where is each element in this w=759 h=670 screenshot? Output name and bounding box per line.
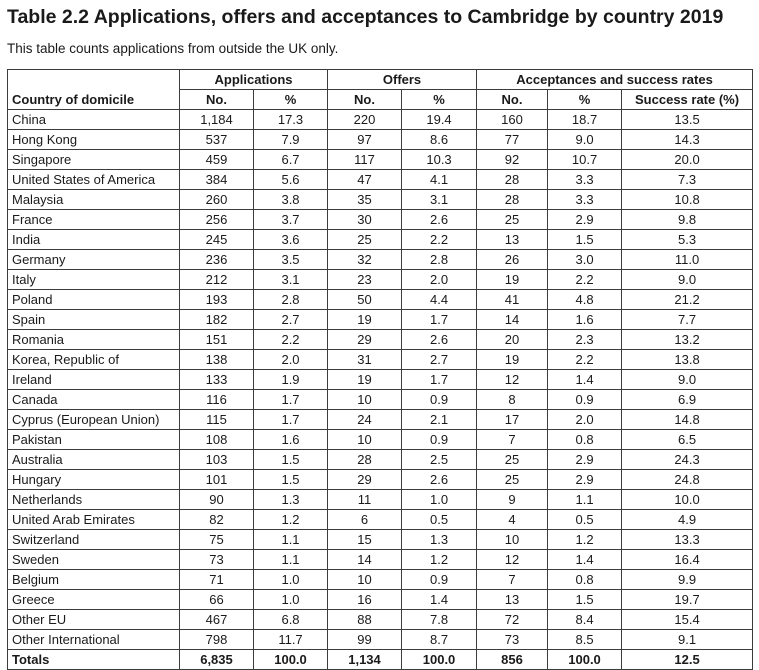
acceptances-pct-cell: 18.7 [548, 110, 622, 130]
acceptances-no-cell: 13 [477, 230, 548, 250]
page-subtitle: This table counts applications from outside the UK only. [7, 41, 339, 56]
success-rate-cell: 13.8 [622, 350, 753, 370]
offers-pct-cell: 0.9 [402, 430, 477, 450]
success-rate-cell: 14.3 [622, 130, 753, 150]
acceptances-pct-cell: 2.2 [548, 350, 622, 370]
applications-pct-header: % [254, 90, 328, 110]
applications-pct-cell: 5.6 [254, 170, 328, 190]
offers-no-cell: 23 [328, 270, 402, 290]
acceptances-no-cell: 28 [477, 170, 548, 190]
acceptances-pct-cell: 0.9 [548, 390, 622, 410]
success-rate-cell: 15.4 [622, 610, 753, 630]
offers-no-cell: 88 [328, 610, 402, 630]
success-rate-cell: 13.3 [622, 530, 753, 550]
success-rate-cell: 10.8 [622, 190, 753, 210]
country-cell: Poland [8, 290, 180, 310]
applications-pct-cell: 6.8 [254, 610, 328, 630]
success-rate-cell: 6.5 [622, 430, 753, 450]
applications-pct-cell: 1.0 [254, 570, 328, 590]
applications-no-cell: 116 [180, 390, 254, 410]
applications-no-cell: 182 [180, 310, 254, 330]
table-row [8, 230, 753, 250]
offers-no-cell: 47 [328, 170, 402, 190]
success-rate-cell: 9.8 [622, 210, 753, 230]
offers-pct-cell: 0.5 [402, 510, 477, 530]
applications-table [7, 69, 753, 670]
table-row [8, 450, 753, 470]
acceptances-no-cell: 25 [477, 470, 548, 490]
table-row [8, 570, 753, 590]
acceptances-pct-cell: 1.2 [548, 530, 622, 550]
offers-no-cell: 25 [328, 230, 402, 250]
table-row [8, 610, 753, 630]
table-body [8, 110, 753, 650]
table-row [8, 590, 753, 610]
acceptances-no-cell: 19 [477, 350, 548, 370]
country-cell: United Arab Emirates [8, 510, 180, 530]
offers-no-cell: 117 [328, 150, 402, 170]
offers-pct-cell: 2.8 [402, 250, 477, 270]
totals-acceptances-no: 856 [477, 650, 548, 670]
offers-group-header: Offers [328, 70, 477, 90]
offers-pct-cell: 19.4 [402, 110, 477, 130]
table-row [8, 530, 753, 550]
country-cell: Ireland [8, 370, 180, 390]
applications-no-cell: 66 [180, 590, 254, 610]
country-cell: Australia [8, 450, 180, 470]
country-cell: Netherlands [8, 490, 180, 510]
applications-pct-cell: 7.9 [254, 130, 328, 150]
applications-pct-cell: 3.7 [254, 210, 328, 230]
success-rate-cell: 7.7 [622, 310, 753, 330]
applications-pct-cell: 2.0 [254, 350, 328, 370]
applications-no-cell: 537 [180, 130, 254, 150]
totals-offers-no: 1,134 [328, 650, 402, 670]
offers-pct-cell: 1.2 [402, 550, 477, 570]
success-rate-cell: 5.3 [622, 230, 753, 250]
applications-pct-cell: 1.1 [254, 550, 328, 570]
offers-no-cell: 11 [328, 490, 402, 510]
country-cell: France [8, 210, 180, 230]
offers-pct-cell: 10.3 [402, 150, 477, 170]
applications-pct-cell: 1.7 [254, 390, 328, 410]
table-row [8, 630, 753, 650]
country-header: Country of domicile [8, 70, 180, 110]
country-cell: Italy [8, 270, 180, 290]
acceptances-pct-header: % [548, 90, 622, 110]
table-row [8, 170, 753, 190]
applications-no-cell: 256 [180, 210, 254, 230]
success-rate-cell: 21.2 [622, 290, 753, 310]
acceptances-no-cell: 13 [477, 590, 548, 610]
totals-acceptances-pct: 100.0 [548, 650, 622, 670]
table-row [8, 490, 753, 510]
offers-no-cell: 28 [328, 450, 402, 470]
totals-offers-pct: 100.0 [402, 650, 477, 670]
offers-pct-cell: 1.7 [402, 310, 477, 330]
table-row [8, 210, 753, 230]
success-rate-cell: 24.3 [622, 450, 753, 470]
offers-pct-cell: 7.8 [402, 610, 477, 630]
applications-pct-cell: 1.3 [254, 490, 328, 510]
applications-pct-cell: 1.5 [254, 470, 328, 490]
offers-pct-cell: 4.1 [402, 170, 477, 190]
country-cell: Sweden [8, 550, 180, 570]
acceptances-no-header: No. [477, 90, 548, 110]
acceptances-no-cell: 8 [477, 390, 548, 410]
success-rate-cell: 11.0 [622, 250, 753, 270]
offers-pct-cell: 4.4 [402, 290, 477, 310]
acceptances-group-header: Acceptances and success rates [477, 70, 753, 90]
country-cell: Spain [8, 310, 180, 330]
offers-pct-cell: 2.6 [402, 330, 477, 350]
offers-no-header: No. [328, 90, 402, 110]
acceptances-pct-cell: 0.8 [548, 570, 622, 590]
country-cell: Romania [8, 330, 180, 350]
success-rate-cell: 14.8 [622, 410, 753, 430]
country-cell: Germany [8, 250, 180, 270]
acceptances-no-cell: 7 [477, 430, 548, 450]
totals-label: Totals [8, 650, 180, 670]
country-cell: Switzerland [8, 530, 180, 550]
success-rate-cell: 10.0 [622, 490, 753, 510]
applications-pct-cell: 1.6 [254, 430, 328, 450]
offers-no-cell: 32 [328, 250, 402, 270]
offers-pct-cell: 2.0 [402, 270, 477, 290]
applications-no-cell: 260 [180, 190, 254, 210]
offers-no-cell: 19 [328, 310, 402, 330]
totals-success-rate: 12.5 [622, 650, 753, 670]
country-cell: India [8, 230, 180, 250]
offers-pct-cell: 2.6 [402, 470, 477, 490]
acceptances-no-cell: 12 [477, 550, 548, 570]
country-cell: Hungary [8, 470, 180, 490]
offers-pct-cell: 2.1 [402, 410, 477, 430]
acceptances-no-cell: 7 [477, 570, 548, 590]
offers-no-cell: 30 [328, 210, 402, 230]
totals-applications-no: 6,835 [180, 650, 254, 670]
country-cell: Singapore [8, 150, 180, 170]
page-title: Table 2.2 Applications, offers and acceptances to Cambridge by country 2019 [7, 6, 724, 28]
table-row [8, 430, 753, 450]
applications-no-cell: 73 [180, 550, 254, 570]
success-rate-cell: 4.9 [622, 510, 753, 530]
acceptances-pct-cell: 3.3 [548, 170, 622, 190]
acceptances-pct-cell: 4.8 [548, 290, 622, 310]
acceptances-pct-cell: 1.4 [548, 370, 622, 390]
table-row [8, 510, 753, 530]
table-row [8, 110, 753, 130]
applications-no-cell: 151 [180, 330, 254, 350]
success-rate-cell: 7.3 [622, 170, 753, 190]
offers-no-cell: 99 [328, 630, 402, 650]
acceptances-pct-cell: 2.3 [548, 330, 622, 350]
acceptances-no-cell: 77 [477, 130, 548, 150]
offers-no-cell: 10 [328, 390, 402, 410]
acceptances-no-cell: 10 [477, 530, 548, 550]
country-cell: Canada [8, 390, 180, 410]
success-rate-cell: 20.0 [622, 150, 753, 170]
offers-no-cell: 15 [328, 530, 402, 550]
offers-no-cell: 14 [328, 550, 402, 570]
offers-no-cell: 29 [328, 470, 402, 490]
success-rate-header: Success rate (%) [622, 90, 753, 110]
applications-no-header: No. [180, 90, 254, 110]
acceptances-no-cell: 25 [477, 210, 548, 230]
acceptances-no-cell: 12 [477, 370, 548, 390]
offers-no-cell: 6 [328, 510, 402, 530]
offers-no-cell: 31 [328, 350, 402, 370]
acceptances-no-cell: 41 [477, 290, 548, 310]
totals-row [8, 650, 753, 670]
acceptances-pct-cell: 2.9 [548, 470, 622, 490]
applications-pct-cell: 1.0 [254, 590, 328, 610]
acceptances-no-cell: 160 [477, 110, 548, 130]
success-rate-cell: 24.8 [622, 470, 753, 490]
country-cell: Other International [8, 630, 180, 650]
offers-pct-cell: 2.2 [402, 230, 477, 250]
applications-no-cell: 212 [180, 270, 254, 290]
success-rate-cell: 9.9 [622, 570, 753, 590]
applications-no-cell: 90 [180, 490, 254, 510]
applications-no-cell: 1,184 [180, 110, 254, 130]
acceptances-pct-cell: 2.0 [548, 410, 622, 430]
table-row [8, 370, 753, 390]
acceptances-no-cell: 17 [477, 410, 548, 430]
offers-pct-cell: 1.0 [402, 490, 477, 510]
success-rate-cell: 6.9 [622, 390, 753, 410]
country-cell: Cyprus (European Union) [8, 410, 180, 430]
offers-no-cell: 19 [328, 370, 402, 390]
applications-group-header: Applications [180, 70, 328, 90]
success-rate-cell: 9.0 [622, 270, 753, 290]
applications-no-cell: 236 [180, 250, 254, 270]
table-row [8, 310, 753, 330]
country-cell: Greece [8, 590, 180, 610]
acceptances-pct-cell: 1.5 [548, 230, 622, 250]
applications-no-cell: 115 [180, 410, 254, 430]
applications-pct-cell: 2.7 [254, 310, 328, 330]
offers-no-cell: 35 [328, 190, 402, 210]
acceptances-pct-cell: 9.0 [548, 130, 622, 150]
offers-pct-cell: 2.5 [402, 450, 477, 470]
applications-pct-cell: 6.7 [254, 150, 328, 170]
applications-pct-cell: 3.6 [254, 230, 328, 250]
country-cell: Malaysia [8, 190, 180, 210]
acceptances-pct-cell: 2.9 [548, 210, 622, 230]
country-cell: United States of America [8, 170, 180, 190]
offers-no-cell: 50 [328, 290, 402, 310]
acceptances-pct-cell: 2.9 [548, 450, 622, 470]
offers-pct-header: % [402, 90, 477, 110]
applications-no-cell: 798 [180, 630, 254, 650]
applications-no-cell: 384 [180, 170, 254, 190]
country-cell: Other EU [8, 610, 180, 630]
table-row [8, 130, 753, 150]
offers-no-cell: 10 [328, 570, 402, 590]
offers-pct-cell: 0.9 [402, 570, 477, 590]
acceptances-no-cell: 9 [477, 490, 548, 510]
acceptances-no-cell: 4 [477, 510, 548, 530]
acceptances-no-cell: 92 [477, 150, 548, 170]
acceptances-pct-cell: 10.7 [548, 150, 622, 170]
table-row [8, 190, 753, 210]
applications-pct-cell: 1.2 [254, 510, 328, 530]
table-row [8, 290, 753, 310]
offers-pct-cell: 3.1 [402, 190, 477, 210]
acceptances-pct-cell: 1.5 [548, 590, 622, 610]
table-row [8, 410, 753, 430]
table-row [8, 350, 753, 370]
applications-pct-cell: 2.8 [254, 290, 328, 310]
offers-pct-cell: 1.7 [402, 370, 477, 390]
acceptances-pct-cell: 3.0 [548, 250, 622, 270]
applications-pct-cell: 1.7 [254, 410, 328, 430]
applications-no-cell: 459 [180, 150, 254, 170]
applications-no-cell: 71 [180, 570, 254, 590]
country-cell: Hong Kong [8, 130, 180, 150]
country-cell: Korea, Republic of [8, 350, 180, 370]
offers-pct-cell: 2.6 [402, 210, 477, 230]
acceptances-pct-cell: 1.4 [548, 550, 622, 570]
success-rate-cell: 9.1 [622, 630, 753, 650]
applications-no-cell: 245 [180, 230, 254, 250]
acceptances-pct-cell: 8.5 [548, 630, 622, 650]
applications-pct-cell: 3.8 [254, 190, 328, 210]
offers-pct-cell: 8.7 [402, 630, 477, 650]
table-row [8, 550, 753, 570]
offers-pct-cell: 8.6 [402, 130, 477, 150]
applications-pct-cell: 1.1 [254, 530, 328, 550]
applications-no-cell: 133 [180, 370, 254, 390]
table-row [8, 390, 753, 410]
acceptances-no-cell: 28 [477, 190, 548, 210]
offers-no-cell: 16 [328, 590, 402, 610]
acceptances-pct-cell: 0.8 [548, 430, 622, 450]
offers-pct-cell: 1.3 [402, 530, 477, 550]
applications-no-cell: 193 [180, 290, 254, 310]
offers-no-cell: 220 [328, 110, 402, 130]
offers-no-cell: 29 [328, 330, 402, 350]
offers-pct-cell: 2.7 [402, 350, 477, 370]
table-row [8, 470, 753, 490]
success-rate-cell: 19.7 [622, 590, 753, 610]
table-row [8, 330, 753, 350]
country-cell: Pakistan [8, 430, 180, 450]
applications-pct-cell: 17.3 [254, 110, 328, 130]
acceptances-pct-cell: 0.5 [548, 510, 622, 530]
success-rate-cell: 13.5 [622, 110, 753, 130]
country-cell: China [8, 110, 180, 130]
acceptances-pct-cell: 1.1 [548, 490, 622, 510]
acceptances-no-cell: 72 [477, 610, 548, 630]
table-row [8, 150, 753, 170]
success-rate-cell: 13.2 [622, 330, 753, 350]
acceptances-no-cell: 26 [477, 250, 548, 270]
applications-no-cell: 82 [180, 510, 254, 530]
offers-no-cell: 24 [328, 410, 402, 430]
offers-pct-cell: 1.4 [402, 590, 477, 610]
header-group-row [8, 70, 753, 90]
acceptances-pct-cell: 3.3 [548, 190, 622, 210]
offers-no-cell: 10 [328, 430, 402, 450]
acceptances-pct-cell: 8.4 [548, 610, 622, 630]
acceptances-no-cell: 14 [477, 310, 548, 330]
applications-no-cell: 108 [180, 430, 254, 450]
applications-pct-cell: 1.5 [254, 450, 328, 470]
totals-applications-pct: 100.0 [254, 650, 328, 670]
acceptances-pct-cell: 2.2 [548, 270, 622, 290]
success-rate-cell: 16.4 [622, 550, 753, 570]
acceptances-pct-cell: 1.6 [548, 310, 622, 330]
applications-pct-cell: 2.2 [254, 330, 328, 350]
applications-no-cell: 101 [180, 470, 254, 490]
applications-pct-cell: 1.9 [254, 370, 328, 390]
offers-no-cell: 97 [328, 130, 402, 150]
applications-no-cell: 103 [180, 450, 254, 470]
applications-no-cell: 138 [180, 350, 254, 370]
applications-pct-cell: 11.7 [254, 630, 328, 650]
success-rate-cell: 9.0 [622, 370, 753, 390]
acceptances-no-cell: 19 [477, 270, 548, 290]
applications-no-cell: 75 [180, 530, 254, 550]
acceptances-no-cell: 73 [477, 630, 548, 650]
applications-no-cell: 467 [180, 610, 254, 630]
acceptances-no-cell: 25 [477, 450, 548, 470]
offers-pct-cell: 0.9 [402, 390, 477, 410]
acceptances-no-cell: 20 [477, 330, 548, 350]
table-row [8, 250, 753, 270]
table-row [8, 270, 753, 290]
country-cell: Belgium [8, 570, 180, 590]
applications-pct-cell: 3.1 [254, 270, 328, 290]
applications-pct-cell: 3.5 [254, 250, 328, 270]
